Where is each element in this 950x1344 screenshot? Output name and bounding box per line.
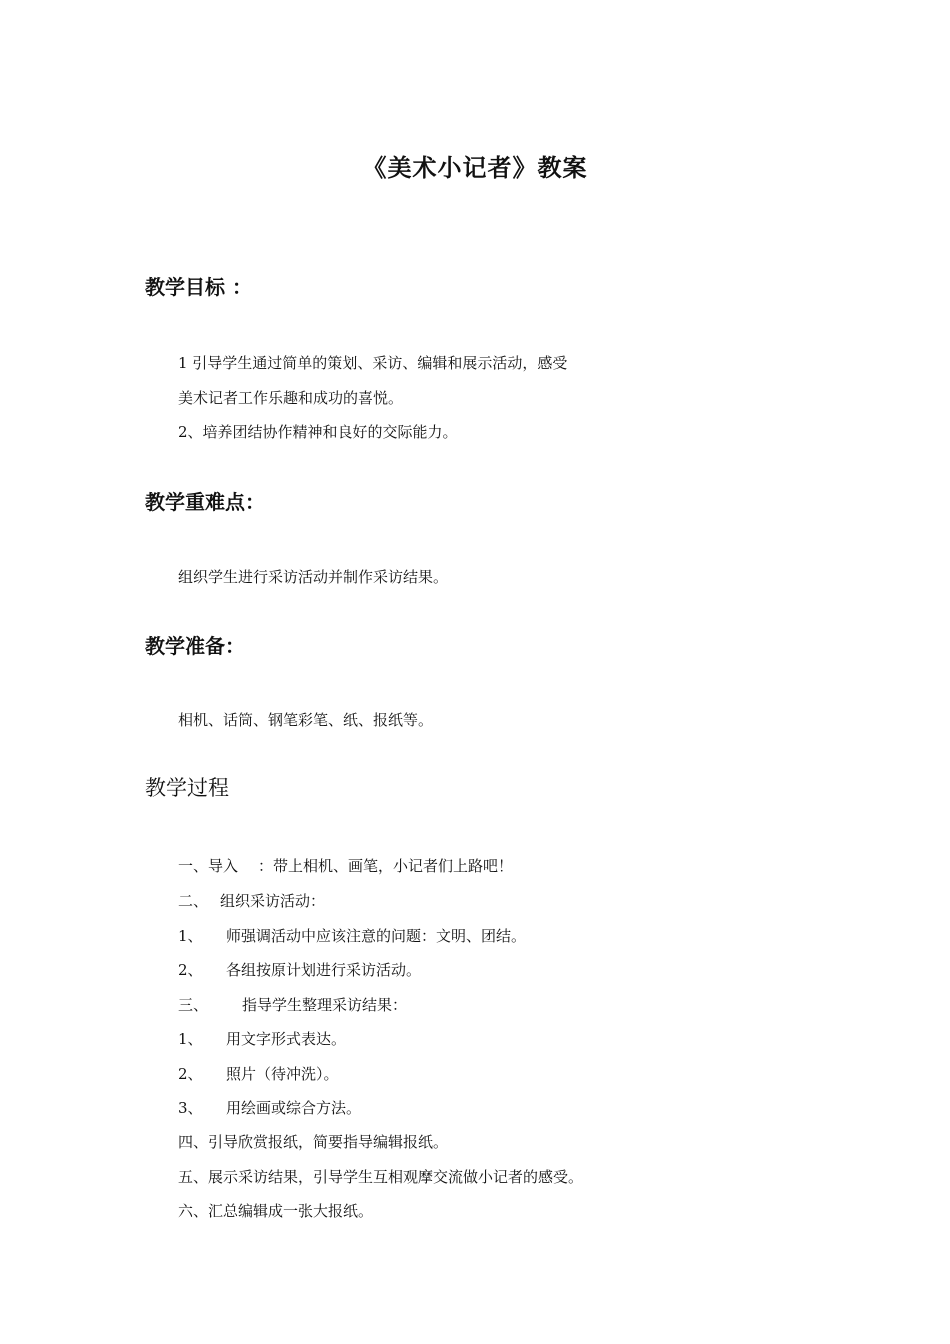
step-number: 3、 bbox=[178, 1099, 203, 1117]
step-text: 展示采访结果，引导学生互相观摩交流做小记者的感受。 bbox=[208, 1168, 584, 1186]
step-text: 汇总编辑成一张大报纸。 bbox=[208, 1202, 374, 1220]
document-title: 《美术小记者》教案 bbox=[362, 154, 588, 182]
step-number: 一、导入 bbox=[178, 857, 239, 875]
process-step bbox=[178, 855, 513, 877]
step-number: 1、 bbox=[178, 1030, 203, 1048]
step-text: 用绘画或综合方法。 bbox=[226, 1099, 362, 1117]
process-heading: 教学过程 bbox=[145, 776, 229, 800]
objectives-line-2: 美术记者工作乐趣和成功的喜悦。 bbox=[178, 389, 404, 407]
step-text: 照片（待冲洗）。 bbox=[226, 1065, 339, 1083]
objectives-heading: 教学目标 ： bbox=[145, 275, 252, 299]
objectives-line-1: 1 引导学生通过简单的策划、采访、编辑和展示活动，感受 bbox=[178, 354, 568, 372]
preparation-line-1: 相机、话筒、钢笔彩笔、纸、报纸等。 bbox=[178, 711, 434, 729]
step-text: 组织采访活动： bbox=[220, 892, 326, 910]
process-step bbox=[178, 925, 526, 947]
process-step bbox=[178, 1028, 346, 1050]
step-number: 2、 bbox=[178, 961, 203, 979]
step-text: 指导学生整理采访结果： bbox=[242, 996, 408, 1014]
process-step bbox=[178, 890, 325, 912]
process-step bbox=[178, 1200, 373, 1222]
key-points-line-1: 组织学生进行采访活动并制作采访结果。 bbox=[178, 568, 449, 586]
process-step bbox=[178, 1063, 339, 1085]
step-number: 五、 bbox=[178, 1168, 209, 1186]
step-number: 六、 bbox=[178, 1202, 209, 1220]
step-text: 各组按原计划进行采访活动。 bbox=[226, 961, 422, 979]
step-text: 引导欣赏报纸，简要指导编辑报纸。 bbox=[208, 1133, 449, 1151]
step-text: 用文字形式表达。 bbox=[226, 1030, 347, 1048]
objectives-line-3: 2、培养团结协作精神和良好的交际能力。 bbox=[178, 423, 458, 441]
step-number: 2、 bbox=[178, 1065, 203, 1083]
process-step bbox=[178, 1131, 448, 1153]
step-number: 四、 bbox=[178, 1133, 209, 1151]
step-text: 师强调活动中应该注意的问题：文明、团结。 bbox=[226, 927, 527, 945]
preparation-heading: 教学准备： bbox=[145, 634, 245, 658]
step-number: 三、 bbox=[178, 996, 209, 1014]
step-number: 二、 bbox=[178, 892, 209, 910]
process-step bbox=[178, 1166, 583, 1188]
process-step bbox=[178, 1097, 361, 1119]
process-step bbox=[178, 959, 421, 981]
step-text: ：带上相机、画笔，小记者们上路吧！ bbox=[258, 857, 514, 875]
step-number: 1、 bbox=[178, 927, 203, 945]
process-step bbox=[178, 994, 407, 1016]
key-points-heading: 教学重难点： bbox=[145, 490, 265, 514]
